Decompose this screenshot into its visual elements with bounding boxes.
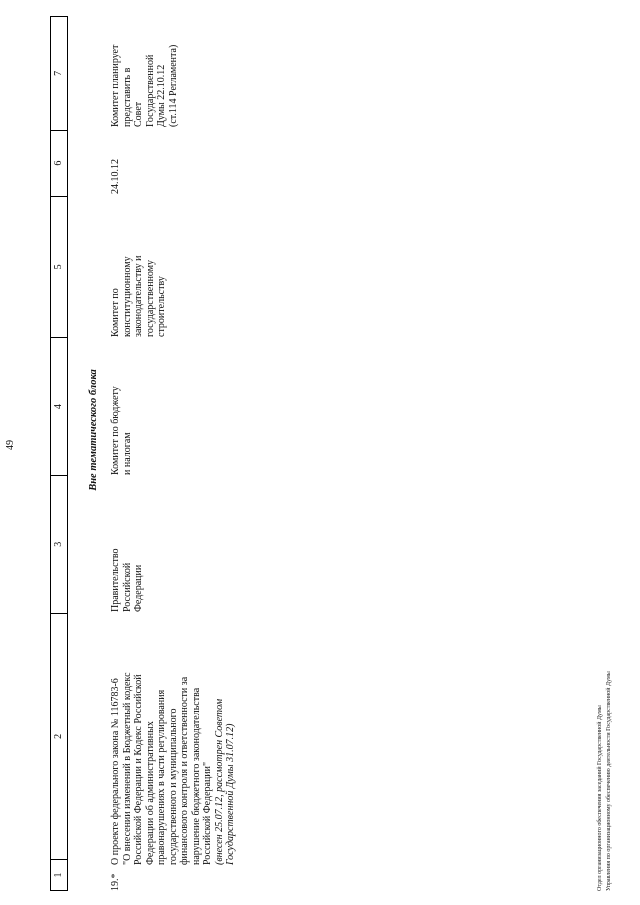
footer-line-2: Управления по организационному обеспечению деятельности Государственной Думы xyxy=(606,671,612,891)
header-col-2: 2 xyxy=(51,613,67,859)
initiator-line: Российской xyxy=(121,562,133,612)
initiator-cell xyxy=(110,492,145,612)
row-number: 19.* xyxy=(110,873,121,891)
co-committee-line: законодательству и xyxy=(133,255,144,337)
page-number: 49 xyxy=(5,440,16,450)
initiator-line: Федерации xyxy=(133,564,144,612)
main-committee-line: Комитет по бюджету xyxy=(110,386,121,475)
plan-cell xyxy=(110,15,179,127)
law-line: государственного и муниципального xyxy=(167,708,179,865)
header-col-3: 3 xyxy=(51,475,67,613)
plan-line: Думы 22.10.12 xyxy=(156,64,167,127)
law-line: Российской Федерации и Кодекс Российской xyxy=(133,674,144,865)
law-line: "О внесении изменений в Бюджетный кодекс xyxy=(121,672,133,865)
plan-line: Государственной xyxy=(144,54,156,127)
header-col-5: 5 xyxy=(51,196,67,338)
footer-line-1: Отдел организационного обеспечения заседаний Государственной Думы xyxy=(597,705,603,891)
header-col-6: 6 xyxy=(51,130,67,196)
plan-line: представить в xyxy=(121,67,133,127)
co-committee-line: государственному xyxy=(144,259,156,337)
law-line: Федерации об административных xyxy=(144,721,156,865)
law-line: нарушение бюджетного законодательства xyxy=(190,687,202,865)
section-title: Вне тематического блока xyxy=(88,369,99,491)
co-committee-line: Комитет по xyxy=(110,288,121,337)
co-committee-line: строительству xyxy=(156,276,167,337)
co-committee-line: конституционному xyxy=(121,256,133,337)
law-line: О проекте федерального закона № 116783-6 xyxy=(110,678,121,865)
plan-line: Совет xyxy=(133,101,144,127)
header-col-1: 1 xyxy=(51,859,67,890)
plan-line: Комитет планирует xyxy=(110,44,121,127)
table-header xyxy=(50,16,68,891)
initiator-line: Правительство xyxy=(110,548,121,612)
header-col-7: 7 xyxy=(53,70,64,76)
law-line: финансового контроля и ответственности за xyxy=(179,676,190,865)
header-col-4: 4 xyxy=(51,337,67,475)
main-committee-cell xyxy=(110,355,133,475)
law-note-line: Государственной Думы 31.07.12) xyxy=(225,723,236,865)
law-line: Российской Федерации" xyxy=(202,761,213,865)
co-committee-cell xyxy=(110,212,168,337)
date-cell: 24.10.12 xyxy=(110,159,121,194)
law-note-line: (внесен 25.07.12, рассмотрен Советом xyxy=(213,698,225,865)
law-title xyxy=(110,655,237,865)
plan-line: (ст.114 Регламента) xyxy=(167,44,179,127)
law-cell xyxy=(110,625,310,891)
law-line: правонарушениях в части регулирования xyxy=(156,689,167,865)
main-committee-line: и налогам xyxy=(121,432,133,475)
